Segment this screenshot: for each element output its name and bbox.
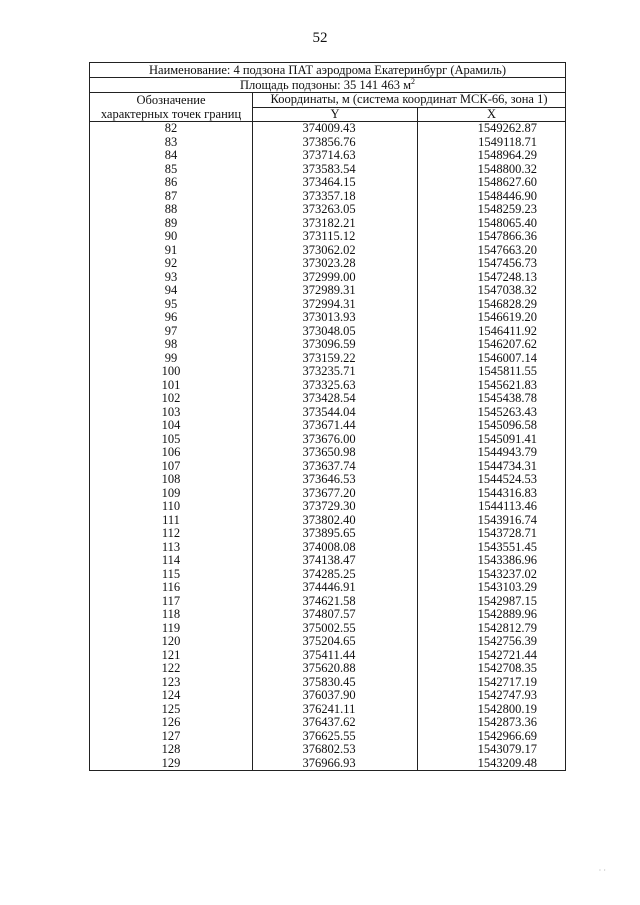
y-coordinate: 373676.00 [253, 433, 418, 447]
y-coordinate: 374138.47 [253, 554, 418, 568]
point-number: 87 [90, 190, 253, 204]
x-coordinate: 1547663.20 [418, 244, 566, 258]
table-row [90, 122, 566, 136]
y-coordinate: 375830.45 [253, 676, 418, 690]
x-coordinate: 1542721.44 [418, 649, 566, 663]
x-coordinate: 1547248.13 [418, 271, 566, 285]
table-row [90, 635, 566, 649]
y-coordinate: 373182.21 [253, 217, 418, 231]
y-coordinate: 373650.98 [253, 446, 418, 460]
point-number: 105 [90, 433, 253, 447]
y-coordinate: 373637.74 [253, 460, 418, 474]
x-coordinate: 1545438.78 [418, 392, 566, 406]
point-number: 84 [90, 149, 253, 163]
x-coordinate: 1542987.15 [418, 595, 566, 609]
x-coordinate: 1548446.90 [418, 190, 566, 204]
table-row [90, 365, 566, 379]
table-row [90, 379, 566, 393]
x-coordinate: 1546828.29 [418, 298, 566, 312]
table-row [90, 757, 566, 771]
y-coordinate: 375620.88 [253, 662, 418, 676]
y-coordinate: 373062.02 [253, 244, 418, 258]
y-coordinate: 373159.22 [253, 352, 418, 366]
table-row [90, 500, 566, 514]
x-coordinate: 1548259.23 [418, 203, 566, 217]
x-coordinate: 1544316.83 [418, 487, 566, 501]
y-coordinate: 373729.30 [253, 500, 418, 514]
table-row [90, 176, 566, 190]
x-coordinate: 1542812.79 [418, 622, 566, 636]
x-coordinate: 1549118.71 [418, 136, 566, 150]
x-coordinate: 1542747.93 [418, 689, 566, 703]
point-number: 107 [90, 460, 253, 474]
x-coordinate: 1542756.39 [418, 635, 566, 649]
table-row [90, 163, 566, 177]
table-row [90, 568, 566, 582]
point-number: 125 [90, 703, 253, 717]
page-number: 52 [312, 30, 328, 46]
table-row [90, 487, 566, 501]
point-number: 122 [90, 662, 253, 676]
y-coordinate: 373895.65 [253, 527, 418, 541]
x-coordinate: 1546411.92 [418, 325, 566, 339]
y-coordinate: 373048.05 [253, 325, 418, 339]
y-coordinate: 372989.31 [253, 284, 418, 298]
point-number: 112 [90, 527, 253, 541]
area-unit-superscript: 2 [411, 77, 416, 86]
y-coordinate: 373096.59 [253, 338, 418, 352]
y-coordinate: 374621.58 [253, 595, 418, 609]
x-coordinate: 1548800.32 [418, 163, 566, 177]
x-coordinate: 1543209.48 [418, 757, 566, 771]
scan-mark: · · [598, 866, 606, 875]
y-coordinate: 374285.25 [253, 568, 418, 582]
x-coordinate: 1542889.96 [418, 608, 566, 622]
x-coordinate: 1545263.43 [418, 406, 566, 420]
y-coordinate: 373714.63 [253, 149, 418, 163]
zone-title: Наименование: 4 подзона ПАТ аэродрома Екатеринбург (Арамиль) [90, 63, 566, 78]
coordinates-table [89, 62, 566, 771]
y-coordinate: 373802.40 [253, 514, 418, 528]
table-row [90, 689, 566, 703]
table-row [90, 595, 566, 609]
table-row [90, 136, 566, 150]
point-number: 93 [90, 271, 253, 285]
x-coordinate: 1544943.79 [418, 446, 566, 460]
y-coordinate: 373544.04 [253, 406, 418, 420]
y-coordinate: 373671.44 [253, 419, 418, 433]
table-row [90, 730, 566, 744]
x-coordinate: 1549262.87 [418, 122, 566, 136]
y-coordinate: 374446.91 [253, 581, 418, 595]
x-coordinate: 1542966.69 [418, 730, 566, 744]
y-coordinate: 374008.08 [253, 541, 418, 555]
point-number: 98 [90, 338, 253, 352]
point-number: 114 [90, 554, 253, 568]
y-column-header: Y [253, 107, 418, 122]
y-coordinate: 373677.20 [253, 487, 418, 501]
zone-area [90, 78, 566, 93]
y-coordinate: 372994.31 [253, 298, 418, 312]
table-row [90, 298, 566, 312]
table-row [90, 581, 566, 595]
y-coordinate: 373263.05 [253, 203, 418, 217]
x-column-header: X [418, 107, 566, 122]
y-coordinate: 373235.71 [253, 365, 418, 379]
y-coordinate: 375204.65 [253, 635, 418, 649]
point-number: 104 [90, 419, 253, 433]
x-coordinate: 1545091.41 [418, 433, 566, 447]
point-number: 110 [90, 500, 253, 514]
point-number: 82 [90, 122, 253, 136]
y-coordinate: 373357.18 [253, 190, 418, 204]
x-coordinate: 1543079.17 [418, 743, 566, 757]
y-coordinate: 373464.15 [253, 176, 418, 190]
x-coordinate: 1547038.32 [418, 284, 566, 298]
table-row [90, 284, 566, 298]
point-designation-header [90, 93, 253, 122]
x-coordinate: 1542717.19 [418, 676, 566, 690]
x-coordinate: 1543237.02 [418, 568, 566, 582]
point-number: 111 [90, 514, 253, 528]
point-number: 92 [90, 257, 253, 271]
table-row [90, 473, 566, 487]
y-coordinate: 373115.12 [253, 230, 418, 244]
point-number: 99 [90, 352, 253, 366]
point-number: 89 [90, 217, 253, 231]
table-row [90, 419, 566, 433]
x-coordinate: 1544734.31 [418, 460, 566, 474]
x-coordinate: 1548065.40 [418, 217, 566, 231]
y-coordinate: 376037.90 [253, 689, 418, 703]
y-coordinate: 373856.76 [253, 136, 418, 150]
point-number: 102 [90, 392, 253, 406]
table-row [90, 325, 566, 339]
x-coordinate: 1546207.62 [418, 338, 566, 352]
point-number: 100 [90, 365, 253, 379]
point-number: 85 [90, 163, 253, 177]
table-row [90, 392, 566, 406]
table-row [90, 514, 566, 528]
point-number: 119 [90, 622, 253, 636]
table-row [90, 527, 566, 541]
point-number: 128 [90, 743, 253, 757]
x-coordinate: 1548964.29 [418, 149, 566, 163]
y-coordinate: 376241.11 [253, 703, 418, 717]
table-row [90, 554, 566, 568]
y-coordinate: 376437.62 [253, 716, 418, 730]
x-coordinate: 1542800.19 [418, 703, 566, 717]
y-coordinate: 375411.44 [253, 649, 418, 663]
point-number: 96 [90, 311, 253, 325]
point-number: 88 [90, 203, 253, 217]
table-row [90, 743, 566, 757]
point-number: 94 [90, 284, 253, 298]
y-coordinate: 373325.63 [253, 379, 418, 393]
point-number: 117 [90, 595, 253, 609]
point-number: 101 [90, 379, 253, 393]
y-coordinate: 373013.93 [253, 311, 418, 325]
point-number: 120 [90, 635, 253, 649]
point-number: 91 [90, 244, 253, 258]
point-number: 106 [90, 446, 253, 460]
point-number: 118 [90, 608, 253, 622]
point-designation-line2: характерных точек границ [100, 107, 242, 121]
x-coordinate: 1547456.73 [418, 257, 566, 271]
x-coordinate: 1544524.53 [418, 473, 566, 487]
x-coordinate: 1542708.35 [418, 662, 566, 676]
y-coordinate: 376966.93 [253, 757, 418, 771]
table-row [90, 622, 566, 636]
table-row [90, 271, 566, 285]
y-coordinate: 373428.54 [253, 392, 418, 406]
point-number: 123 [90, 676, 253, 690]
point-number: 115 [90, 568, 253, 582]
x-coordinate: 1545811.55 [418, 365, 566, 379]
y-coordinate: 376802.53 [253, 743, 418, 757]
table-row [90, 203, 566, 217]
point-number: 116 [90, 581, 253, 595]
point-number: 126 [90, 716, 253, 730]
point-number: 90 [90, 230, 253, 244]
table-row [90, 676, 566, 690]
point-number: 121 [90, 649, 253, 663]
coordinates-header: Координаты, м (система координат МСК-66, зона 1) [253, 93, 566, 108]
table-row [90, 649, 566, 663]
x-coordinate: 1546619.20 [418, 311, 566, 325]
table-row [90, 352, 566, 366]
point-number: 95 [90, 298, 253, 312]
zone-area-text: Площадь подзоны: 35 141 463 м [239, 78, 412, 92]
x-coordinate: 1542873.36 [418, 716, 566, 730]
table-row [90, 338, 566, 352]
table-row [90, 433, 566, 447]
x-coordinate: 1543916.74 [418, 514, 566, 528]
table-row [90, 149, 566, 163]
y-coordinate: 374807.57 [253, 608, 418, 622]
table-row [90, 406, 566, 420]
point-designation-line1: Обозначение [136, 93, 206, 107]
y-coordinate: 374009.43 [253, 122, 418, 136]
point-number: 127 [90, 730, 253, 744]
table-row [90, 311, 566, 325]
table-row [90, 217, 566, 231]
table-row [90, 446, 566, 460]
y-coordinate: 373023.28 [253, 257, 418, 271]
table-row [90, 190, 566, 204]
point-number: 86 [90, 176, 253, 190]
table-row [90, 662, 566, 676]
x-coordinate: 1548627.60 [418, 176, 566, 190]
y-coordinate: 375002.55 [253, 622, 418, 636]
point-number: 83 [90, 136, 253, 150]
point-number: 103 [90, 406, 253, 420]
table-row [90, 230, 566, 244]
x-coordinate: 1545096.58 [418, 419, 566, 433]
table-row [90, 541, 566, 555]
x-coordinate: 1543386.96 [418, 554, 566, 568]
x-coordinate: 1547866.36 [418, 230, 566, 244]
x-coordinate: 1546007.14 [418, 352, 566, 366]
y-coordinate: 376625.55 [253, 730, 418, 744]
x-coordinate: 1543103.29 [418, 581, 566, 595]
point-number: 109 [90, 487, 253, 501]
x-coordinate: 1544113.46 [418, 500, 566, 514]
x-coordinate: 1545621.83 [418, 379, 566, 393]
table-row [90, 608, 566, 622]
table-row [90, 703, 566, 717]
table-row [90, 244, 566, 258]
x-coordinate: 1543551.45 [418, 541, 566, 555]
y-coordinate: 373583.54 [253, 163, 418, 177]
point-number: 113 [90, 541, 253, 555]
y-coordinate: 373646.53 [253, 473, 418, 487]
table-row [90, 257, 566, 271]
y-coordinate: 372999.00 [253, 271, 418, 285]
point-number: 108 [90, 473, 253, 487]
point-number: 129 [90, 757, 253, 771]
table-row [90, 460, 566, 474]
coordinates-table-body [90, 122, 566, 771]
point-number: 97 [90, 325, 253, 339]
point-number: 124 [90, 689, 253, 703]
x-coordinate: 1543728.71 [418, 527, 566, 541]
table-row [90, 716, 566, 730]
